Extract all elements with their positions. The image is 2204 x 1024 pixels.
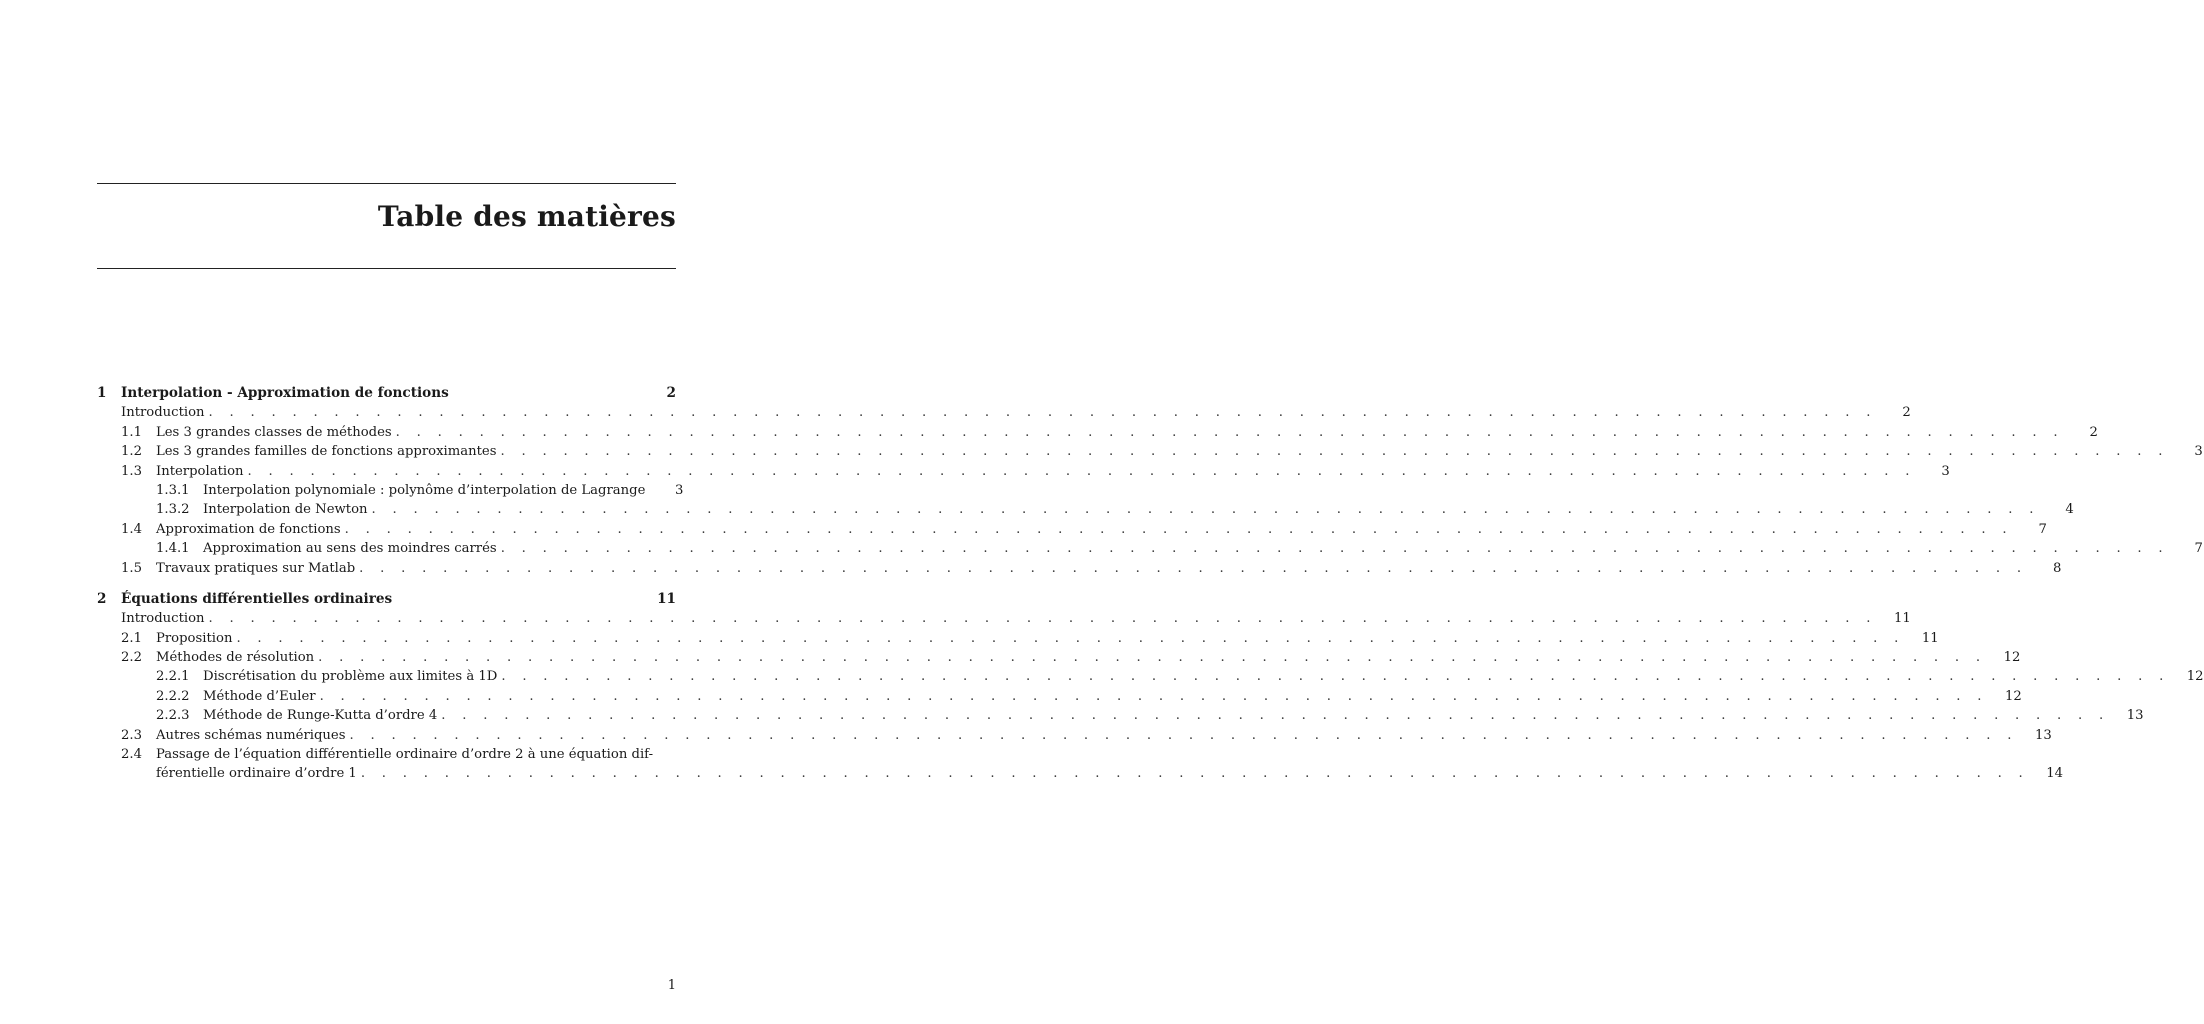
toc-entry-page: 3 [2194,444,2203,460]
toc-chapter-number: 1 [97,385,107,401]
toc-entry-number: 2.4 [121,747,142,763]
toc-entry-number: 1.5 [121,560,142,576]
toc-entry-number: 1.4.1 [156,541,190,557]
toc-entry-number: 2.2.3 [156,708,190,724]
toc-dot-leader: . . . . . . . . . . . . . . . . . . . . . . . . . . . . . . . . . . . . . . . . . . . . . . . . . . . . . . . . . . . . . . . . . . . . . . . . . . . . . . . . [395,424,2064,440]
toc-entry-title: Les 3 grandes familles de fonctions approximantes [156,444,497,460]
toc-dot-leader: . . . . . . . . . . . . . . . . . . . . . . . . . . . . . . . . . . . . . . . . . . . . . . . . . . . . . . . . . . . . . . . . . . . . . . . . . . . . . . . . [441,708,2110,724]
toc-entry[interactable] [97,520,2047,539]
toc-dot-leader: . . . . . . . . . . . . . . . . . . . . . . . . . . . . . . . . . . . . . . . . . . . . . . . . . . . . . . . . . . . . . . . . . . . . . . . . . . . . . . . . [360,766,2030,782]
toc-entry-title: Interpolation [156,463,244,479]
toc-entry-page: 13 [2126,708,2144,724]
toc-entry-page: 12 [2003,650,2021,666]
toc-entry-title: Interpolation polynomiale : polynôme d’interpolation de Lagrange [203,482,646,498]
toc-entry-title: Autres schémas numériques [156,727,346,743]
toc-entry-page: 7 [2194,541,2203,557]
toc-dot-leader: . . . . . . . . . . . . . . . . . . . . . . . . . . . . . . . . . . . . . . . . . . . . . . . . . . . . . . . . . . . . . . . . . . . . . . . . . . . . . . . . [344,521,2013,537]
toc-entry[interactable] [97,706,2144,725]
toc-dot-leader: . . . . . . . . . . . . . . . . . . . . . . . . . . . . . . . . . . . . . . . . . . . . . . . . . . . . . . . . . . . . . . . . . . . . . . . . . . . . . . . . [319,688,1988,704]
toc-chapter-title: Équations différentielles ordinaires [121,590,393,607]
bottom-rule [97,268,676,269]
top-rule [97,183,676,184]
toc-chapter[interactable] [97,590,676,609]
toc-chapter-number: 2 [97,590,107,607]
toc-dot-leader: . . . . . . . . . . . . . . . . . . . . . . . . . . . . . . . . . . . . . . . . . . . . . . . . . . . . . . . . . . . . . . . . . . . . . . . . . . . . . . . . [236,630,1905,646]
toc-entry-title: Les 3 grandes classes de méthodes [156,424,392,440]
toc-entry-number: 2.2.1 [156,669,190,685]
toc-chapter-page: 11 [657,590,676,607]
toc-entry[interactable] [97,481,684,500]
toc-entry-title: Discrétisation du problème aux limites à 1D [203,669,498,685]
toc-entry-title: Méthode de Runge-Kutta d’ordre 4 [203,708,438,724]
toc-entry[interactable] [97,667,2204,686]
toc-entry-number: 1.2 [121,444,142,460]
toc-entry[interactable] [97,629,1939,648]
toc-dot-leader: . . . . . . . . . . . . . . . . . . . . . . . . . . . . . . . . . . . . . . . . . . . . . . . . . . . . . . . . . . . . . . . . . . . . . . . . . . . . . . . . [349,727,2018,743]
toc-entry-page: 4 [2065,502,2074,518]
toc-entry[interactable] [97,648,2021,667]
toc-entry[interactable] [97,403,1911,422]
toc-chapter-page: 2 [666,385,676,401]
toc-entry[interactable] [97,423,2098,442]
toc-entry-title: Méthode d’Euler [203,688,316,704]
toc-entry-page: 2 [1902,405,1911,421]
toc-entry-page: 12 [2005,688,2022,704]
toc-entry-page: 11 [1921,630,1939,646]
toc-entry-title: Interpolation de Newton [203,502,368,518]
page-title: Table des matières [377,200,676,233]
toc-entry-title: Introduction [121,405,205,421]
toc-entry[interactable] [97,726,2052,745]
toc-entry-page: 2 [2089,424,2098,440]
toc-dot-leader: . . . . . . . . . . . . . . . . . . . . . . . . . . . . . . . . . . . . . . . . . . . . . . . . . . . . . . . . . . . . . . . . . . . . . . . . . . . . . . . . [208,405,1877,421]
toc-entry-title: Méthodes de résolution [156,650,315,666]
toc-entry[interactable] [97,442,2203,461]
toc-entry-number: 2.3 [121,727,142,743]
toc-entry-number: 1.3 [121,463,142,479]
page-number: 1 [667,978,676,993]
toc-entry-number: 2.2 [121,650,142,666]
toc-dot-leader: . . . . . . . . . . . . . . . . . . . . . . . . . . . . . . . . . . . . . . . . . . . . . . . . . . . . . . . . . . . . . . . . . . . . . . . . . . . . . . . . [247,463,1916,479]
toc-chapter-title: Interpolation - Approximation de fonctions [121,385,449,401]
toc-entry-title: Approximation de fonctions [156,521,341,537]
toc-entry[interactable] [97,539,2203,558]
toc-entry[interactable] [97,462,1950,481]
toc-dot-leader: . . . . . . . . . . . . . . . . . . . . . . . . . . . . . . . . . . . . . . . . . . . . . . . . . . . . . . . . . . . . . . . . . . . . . . . . . . . . . . . . [500,541,2169,557]
toc-entry[interactable] [97,687,2022,706]
toc-entry-title-continued: férentielle ordinaire d’ordre 1 [156,766,357,782]
toc-entry-page: 13 [2034,727,2052,743]
toc-dot-leader: . . . . . . . . . . . . . . . . . . . . . . . . . . . . . . . . . . . . . . . . . . . . . . . . . . . . . . . . . . . . . . . . . . . . . . . . . . . . . . . . [208,611,1877,627]
toc-entry-title: Approximation au sens des moindres carrés [203,541,497,557]
toc-entry[interactable] [97,500,2074,519]
toc-entry-title: Proposition [156,630,233,646]
toc-entry-title: Passage de l’équation différentielle ordinaire d’ordre 2 à une équation dif- [156,747,654,763]
toc-dot-leader: . . . . . . . . . . . . . . . . . . . . . . . . . . . . . . . . . . . . . . . . . . . . . . . . . . . . . . . . . . . . . . . . . . . . . . . . . . . . . . . . [318,650,1987,666]
toc-entry-number: 2.1 [121,630,142,646]
toc-entry-title: Travaux pratiques sur Matlab [156,560,356,576]
toc-entry-number: 1.3.1 [156,482,190,498]
toc-dot-leader: . . . . . . . . . . . . . . . . . . . . . . . . . . . . . . . . . . . . . . . . . . . . . . . . . . . . . . . . . . . . . . . . . . . . . . . . . . . . . . . . [359,560,2028,576]
toc-entry-number: 1.4 [121,521,142,537]
toc-entry[interactable] [97,745,2064,784]
toc-dot-leader: . . . . . . . . . . . . . . . . . . . . . . . . . . . . . . . . . . . . . . . . . . . . . . . . . . . . . . . . . . . . . . . . . . . . . . . . . . . . . . . . [501,669,2170,685]
toc-entry-page: 3 [1941,463,1950,479]
toc-dot-leader: . . . . . . . . . . . . . . . . . . . . . . . . . . . . . . . . . . . . . . . . . . . . . . . . . . . . . . . . . . . . . . . . . . . . . . . . . . . . . . . . [500,444,2169,460]
table-of-contents [97,384,2204,784]
toc-entry-page: 8 [2053,560,2062,576]
toc-entry-page: 7 [2038,521,2047,537]
toc-entry-number: 1.3.2 [156,502,190,518]
toc-entry-page: 3 [674,482,684,498]
toc-entry-number: 1.1 [121,424,142,440]
toc-entry-title: Introduction [121,611,205,627]
toc-entry-page: 14 [2046,766,2064,782]
toc-entry[interactable] [97,559,2062,578]
toc-entry[interactable] [97,609,1911,628]
toc-dot-leader: . . . . . . . . . . . . . . . . . . . . . . . . . . . . . . . . . . . . . . . . . . . . . . . . . . . . . . . . . . . . . . . . . . . . . . . . . . . . . . . . [371,502,2040,518]
toc-chapter[interactable] [97,384,676,403]
toc-entry-number: 2.2.2 [156,688,190,704]
toc-entry-page: 11 [1893,611,1911,627]
toc-entry-page: 12 [2186,669,2204,685]
